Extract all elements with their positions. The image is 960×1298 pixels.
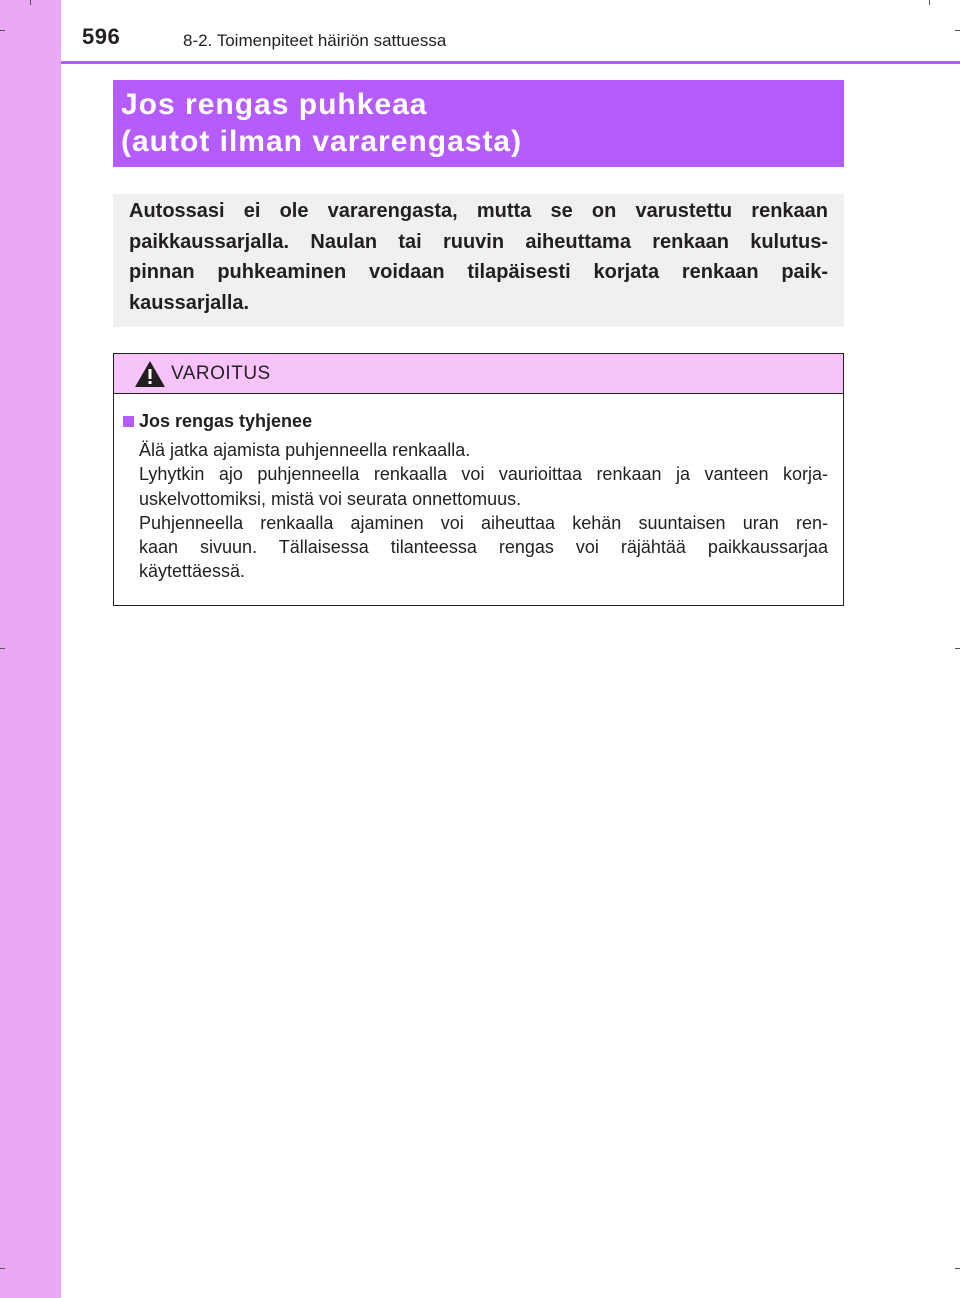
intro-line: Autossasi ei ole vararengasta, mutta se on varustettu renkaan bbox=[129, 200, 828, 222]
warning-triangle-icon bbox=[134, 360, 166, 388]
side-tab-strip bbox=[0, 0, 61, 1298]
square-bullet-icon bbox=[123, 416, 134, 427]
warning-label: VAROITUS bbox=[171, 363, 271, 384]
crop-mark bbox=[0, 648, 5, 649]
intro-box bbox=[113, 194, 844, 327]
section-title-line: (autot ilman vararengasta) bbox=[121, 125, 523, 158]
intro-line: paikkaussarjalla. Naulan tai ruuvin aiheuttama renkaan kulutus- bbox=[129, 230, 828, 253]
warning-line: Älä jatka ajamista puhjenneella renkaalla. bbox=[139, 440, 471, 460]
warning-heading: Jos rengas tyhjenee bbox=[139, 411, 313, 431]
header-rule bbox=[61, 61, 960, 64]
warning-line: Lyhytkin ajo puhjenneella renkaalla voi vaurioittaa renkaan ja vanteen korja- bbox=[139, 464, 828, 485]
warning-box bbox=[113, 353, 844, 606]
warning-line: Puhjenneella renkaalla ajaminen voi aiheuttaa kehän suuntaisen uran ren- bbox=[139, 512, 828, 533]
warning-line: kaan sivuun. Tällaisessa tilanteessa rengas voi räjähtää paikkaussarjaa bbox=[139, 537, 828, 558]
crop-mark bbox=[955, 30, 960, 31]
crop-mark bbox=[955, 1268, 960, 1269]
section-title-box bbox=[113, 80, 844, 167]
crop-mark bbox=[0, 30, 5, 31]
warning-heading-row bbox=[123, 411, 312, 432]
warning-line: uskelvottomiksi, mistä voi seurata onnettomuus. bbox=[139, 488, 522, 509]
warning-header bbox=[114, 354, 843, 394]
section-title-line: Jos rengas puhkeaa bbox=[121, 88, 428, 121]
intro-line: kaussarjalla. bbox=[129, 291, 250, 314]
intro-line: pinnan puhkeaminen voidaan tilapäisesti korjata renkaan paik- bbox=[129, 261, 828, 283]
crop-mark bbox=[0, 1268, 5, 1269]
page-number: 596 bbox=[82, 24, 121, 49]
warning-text bbox=[139, 438, 828, 584]
warning-line: käytettäessä. bbox=[139, 561, 246, 582]
chapter-title: 8-2. Toimenpiteet häiriön sattuessa bbox=[183, 31, 447, 50]
crop-mark bbox=[929, 0, 930, 5]
crop-mark bbox=[30, 0, 31, 5]
crop-mark bbox=[955, 648, 960, 649]
